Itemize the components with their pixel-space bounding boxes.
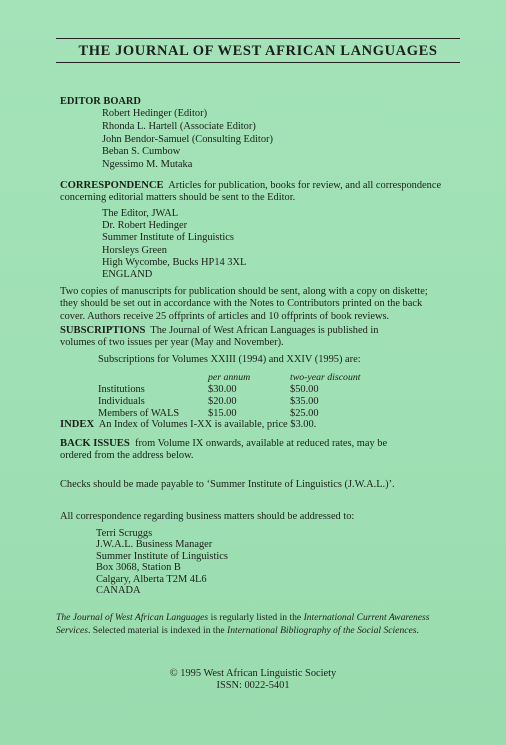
address-line: J.W.A.L. Business Manager: [96, 539, 213, 551]
note-text: is regularly listed in the: [208, 612, 304, 623]
checks-text: Checks should be made payable to ‘Summer Institute of Linguistics (J.W.A.L.)’.: [60, 479, 395, 490]
index-paragraph: [60, 419, 456, 431]
copyright-line: © 1995 West African Linguistic Society: [169, 668, 337, 679]
index-text: An Index of Volumes I-XX is available, price $3.00.: [98, 419, 317, 430]
editor-member: Ngessimo M. Mutaka: [102, 159, 193, 171]
row-per-annum: $15.00: [208, 408, 237, 419]
note-text: . Selected material is indexed in the: [87, 624, 228, 636]
row-category: Institutions: [98, 384, 145, 395]
correspondence-heading: CORRESPONDENCE: [60, 180, 164, 191]
row-per-annum: $30.00: [208, 384, 237, 395]
back-issues-text-2: ordered from the address below.: [60, 450, 194, 462]
column-header-two-year: two-year discount: [290, 372, 361, 383]
subscriptions-intro: Subscriptions for Volumes XXIII (1994) and XXIV (1995) are:: [98, 354, 361, 365]
subscriptions-text-2: volumes of two issues per year (May and November).: [60, 337, 284, 349]
bottom-rule: [56, 62, 460, 63]
correspondence-paragraph: [60, 180, 456, 205]
journal-title: THE JOURNAL OF WEST AFRICAN LANGUAGES: [78, 43, 438, 59]
editor-member: Rhonda L. Hartell (Associate Editor): [102, 120, 256, 132]
correspondence-text-2: concerning editorial matters should be sent to the Editor.: [60, 192, 296, 204]
row-two-year: $50.00: [290, 384, 319, 395]
row-category: Individuals: [98, 396, 145, 407]
subscriptions-paragraph: [60, 325, 456, 350]
address-line: Terri Scruggs: [96, 528, 153, 539]
address-line: Summer Institute of Linguistics: [102, 232, 234, 244]
address-line: ENGLAND: [102, 269, 153, 281]
back-issues-heading: BACK ISSUES: [60, 438, 130, 449]
table-row: [98, 396, 380, 408]
issn-line: ISSN: 0022-5401: [216, 680, 290, 692]
business-address: [96, 528, 228, 596]
subscriptions-table: [98, 372, 380, 420]
manuscripts-line: Two copies of manuscripts for publication should be sent, along with a copy on diskette;: [60, 286, 428, 297]
editor-member: John Bendor-Samuel (Consulting Editor): [102, 133, 273, 145]
manuscripts-paragraph: [60, 286, 456, 323]
address-line: Box 3068, Station B: [96, 562, 181, 574]
address-line: The Editor, JWAL: [102, 208, 179, 219]
editor-board-list: [102, 108, 273, 172]
row-per-annum: $20.00: [208, 396, 237, 407]
listing-note: [56, 612, 460, 637]
manuscripts-line: cover. Authors receive 25 offprints of articles and 10 offprints of book reviews.: [60, 310, 390, 322]
correspondence-text-1: Articles for publication, books for review, and all correspondence: [168, 180, 442, 191]
journal-name: The Journal of West African Languages: [56, 612, 209, 623]
masthead: [56, 38, 460, 63]
address-line: Calgary, Alberta T2M 4L6: [96, 573, 207, 585]
address-line: Dr. Robert Hedinger: [102, 220, 188, 232]
editor-address: [102, 208, 246, 281]
address-line: Horsleys Green: [102, 244, 167, 256]
column-header-per-annum: per annum: [208, 372, 251, 383]
address-line: CANADA: [96, 585, 141, 597]
index-heading: INDEX: [60, 419, 95, 430]
row-category: Members of WALS: [98, 408, 180, 419]
back-issues-text-1: from Volume IX onwards, available at reduced rates, may be: [134, 438, 388, 449]
back-issues-paragraph: [60, 438, 456, 463]
row-two-year: $35.00: [290, 396, 319, 407]
table-header-row: [98, 372, 380, 384]
editor-board-heading: EDITOR BOARD: [60, 96, 141, 107]
bibliography-name: International Bibliography of the Social Sciences: [227, 624, 417, 636]
table-row: [98, 384, 380, 396]
service-name: International Current Awareness Services: [56, 612, 430, 636]
note-text: .: [416, 624, 419, 636]
subscriptions-heading: SUBSCRIPTIONS: [60, 325, 146, 336]
editor-member: Beban S. Cumbow: [102, 146, 181, 158]
subscriptions-text-1: The Journal of West African Languages is published in: [150, 325, 379, 336]
address-line: High Wycombe, Bucks HP14 3XL: [102, 256, 247, 268]
address-line: Summer Institute of Linguistics: [96, 550, 228, 562]
row-two-year: $25.00: [290, 408, 319, 419]
copyright-block: [0, 668, 506, 693]
business-text: All correspondence regarding business matters should be addressed to:: [60, 511, 355, 522]
editor-member: Robert Hedinger (Editor): [102, 108, 208, 119]
manuscripts-line: they should be set out in accordance with the Notes to Contributors printed on the back: [60, 298, 423, 310]
